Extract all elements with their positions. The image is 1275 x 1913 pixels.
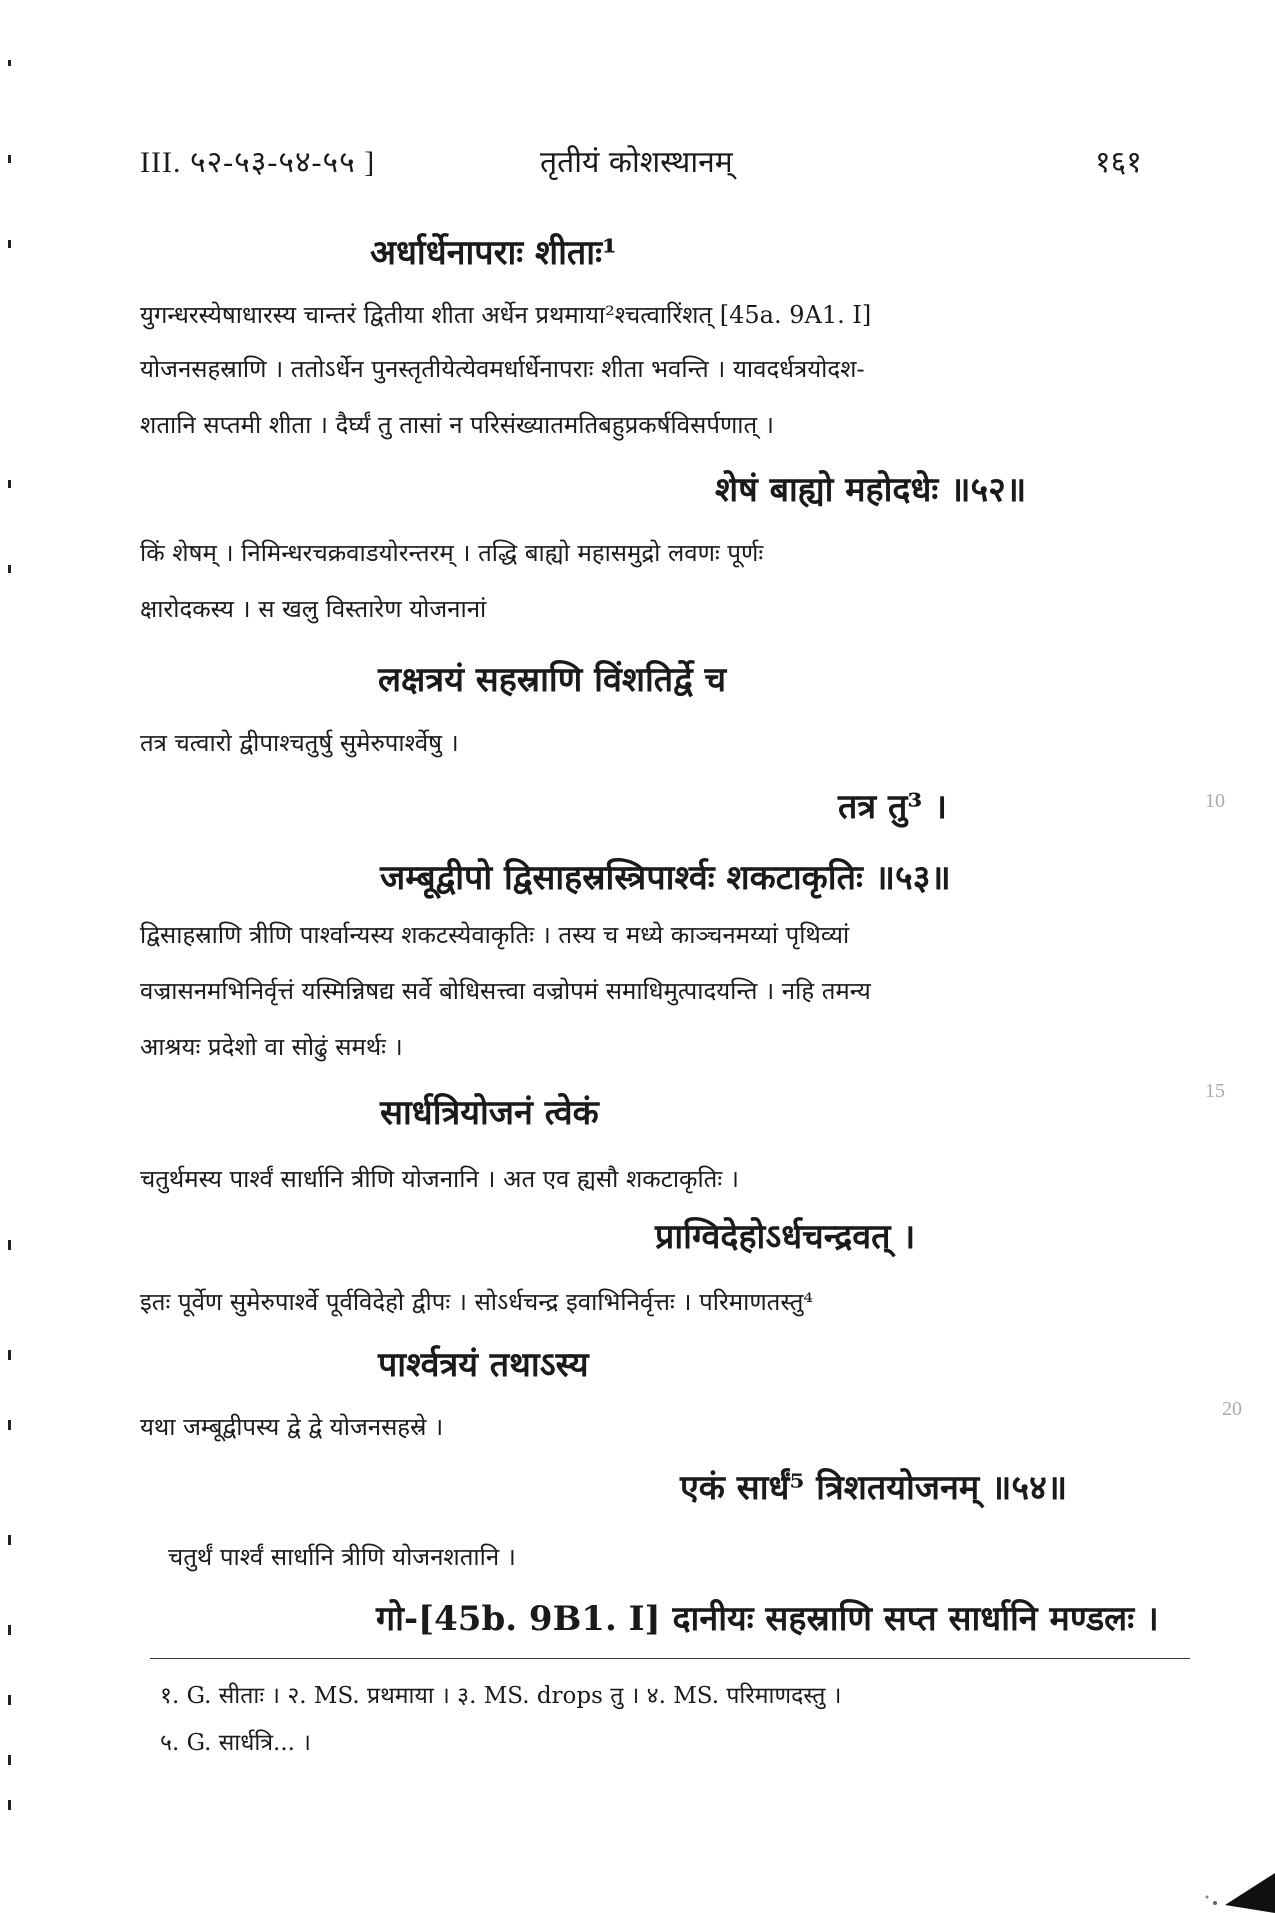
footnote-line: ५. G. सार्धत्रि... ।	[160, 1730, 312, 1756]
scan-mark	[8, 1420, 11, 1430]
prose-line: आश्रयः प्रदेशो वा सोढुं समर्थः ।	[140, 1033, 403, 1061]
prose-line: योजनसहस्राणि । ततोऽर्धेन पुनस्तृतीयेत्येवमर्धार्धेनापराः शीता भवन्ति । यावदर्धत्रयोदश-	[140, 355, 865, 383]
prose-line: युगन्धरस्येषाधारस्य चान्तरं द्वितीया शीता अर्धेन प्रथमाया²श्चत्वारिंशत् [45a. 9A1. I]	[140, 301, 872, 329]
prose-line: क्षारोदकस्य । स खलु विस्तारेण योजनानां	[140, 595, 487, 623]
verse-line: लक्षत्रयं सहस्राणि विंशतिर्द्वे च	[378, 660, 727, 700]
verse-line: सार्धत्रियोजनं त्वेकं	[380, 1093, 599, 1133]
page-number: १६१	[1095, 145, 1142, 180]
scan-mark	[8, 1800, 11, 1810]
footnote-rule	[150, 1658, 1190, 1659]
scan-mark	[8, 565, 11, 573]
prose-line: शतानि सप्तमी शीता । दैर्घ्यं तु तासां न परिसंख्यातमतिबहुप्रकर्षविसर्पणात् ।	[140, 411, 774, 439]
scan-mark	[8, 60, 11, 66]
prose-line: तत्र चत्वारो द्वीपाश्चतुर्षु सुमेरुपार्श्वेषु ।	[140, 729, 459, 757]
scan-mark	[8, 1535, 11, 1545]
prose-line: किं शेषम् । निमिन्धरचक्रवाडयोरन्तरम् । तद्धि बाह्यो महासमुद्रो लवणः पूर्णः	[140, 539, 764, 567]
prose-line: द्विसाहस्राणि त्रीणि पार्श्वान्यस्य शकटस्येवाकृतिः । तस्य च मध्ये काञ्चनमय्यां पृथिव्यां	[140, 921, 850, 949]
margin-line-number: 20	[1222, 1398, 1242, 1420]
prose-line: चतुर्थं पार्श्वं सार्धानि त्रीणि योजनशतानि ।	[168, 1543, 516, 1571]
scan-mark	[8, 1350, 11, 1360]
scan-mark	[8, 480, 11, 488]
verse-line: शेषं बाह्यो महोदधेः ॥५२॥	[715, 470, 1027, 510]
scan-mark	[8, 1695, 11, 1705]
prose-line: इतः पूर्वेण सुमेरुपार्श्वे पूर्वविदेहो द्वीपः । सोऽर्धचन्द्र इवाभिनिर्वृत्तः । परिमाणतस्तु⁴	[140, 1288, 813, 1316]
scan-mark	[8, 1240, 11, 1250]
verse-line: पार्श्वत्रयं तथाऽस्य	[378, 1345, 589, 1385]
margin-line-number: 15	[1205, 1080, 1225, 1102]
verse-line: तत्र तु³ ।	[838, 787, 947, 827]
page-reference: III. ५२-५३-५४-५५ ]	[140, 146, 376, 179]
verse-line: एकं सार्धं⁵ त्रिशतयोजनम् ॥५४॥	[680, 1468, 1068, 1508]
verse-line: अर्धार्धेनापराः शीताः¹	[370, 233, 617, 273]
margin-line-number: 10	[1205, 790, 1225, 812]
chapter-title: तृतीयं कोशस्थानम्	[540, 145, 733, 180]
prose-line: वज्रासनमभिनिर्वृत्तं यस्मिन्निषद्य सर्वे बोधिसत्त्वा वज्रोपमं समाधिमुत्पादयन्ति । नहि तमन्य	[140, 977, 871, 1005]
verse-line: प्राग्विदेहोऽर्धचन्द्रवत् ।	[655, 1217, 916, 1257]
prose-line: चतुर्थमस्य पार्श्वं सार्धानि त्रीणि योजनानि । अत एव ह्यसौ शकटाकृतिः ।	[140, 1165, 739, 1193]
footnote-line: १. G. सीताः । २. MS. प्रथमाया । ३. MS. drops तु । ४. MS. परिमाणदस्तु ।	[160, 1683, 842, 1709]
verse-line: जम्बूद्वीपो द्विसाहस्रस्त्रिपार्श्वः शकटाकृतिः ॥५३॥	[380, 858, 951, 898]
scan-mark	[8, 155, 11, 163]
scan-mark	[8, 240, 11, 248]
scan-mark	[8, 1755, 11, 1765]
scan-mark	[8, 1625, 11, 1635]
prose-line: यथा जम्बूद्वीपस्य द्वे द्वे योजनसहस्रे ।	[140, 1413, 444, 1441]
scan-smudge	[1165, 1853, 1275, 1913]
verse-line: गो-[45b. 9B1. I] दानीयः सहस्राणि सप्त सार्धानि मण्डलः ।	[376, 1599, 1159, 1639]
